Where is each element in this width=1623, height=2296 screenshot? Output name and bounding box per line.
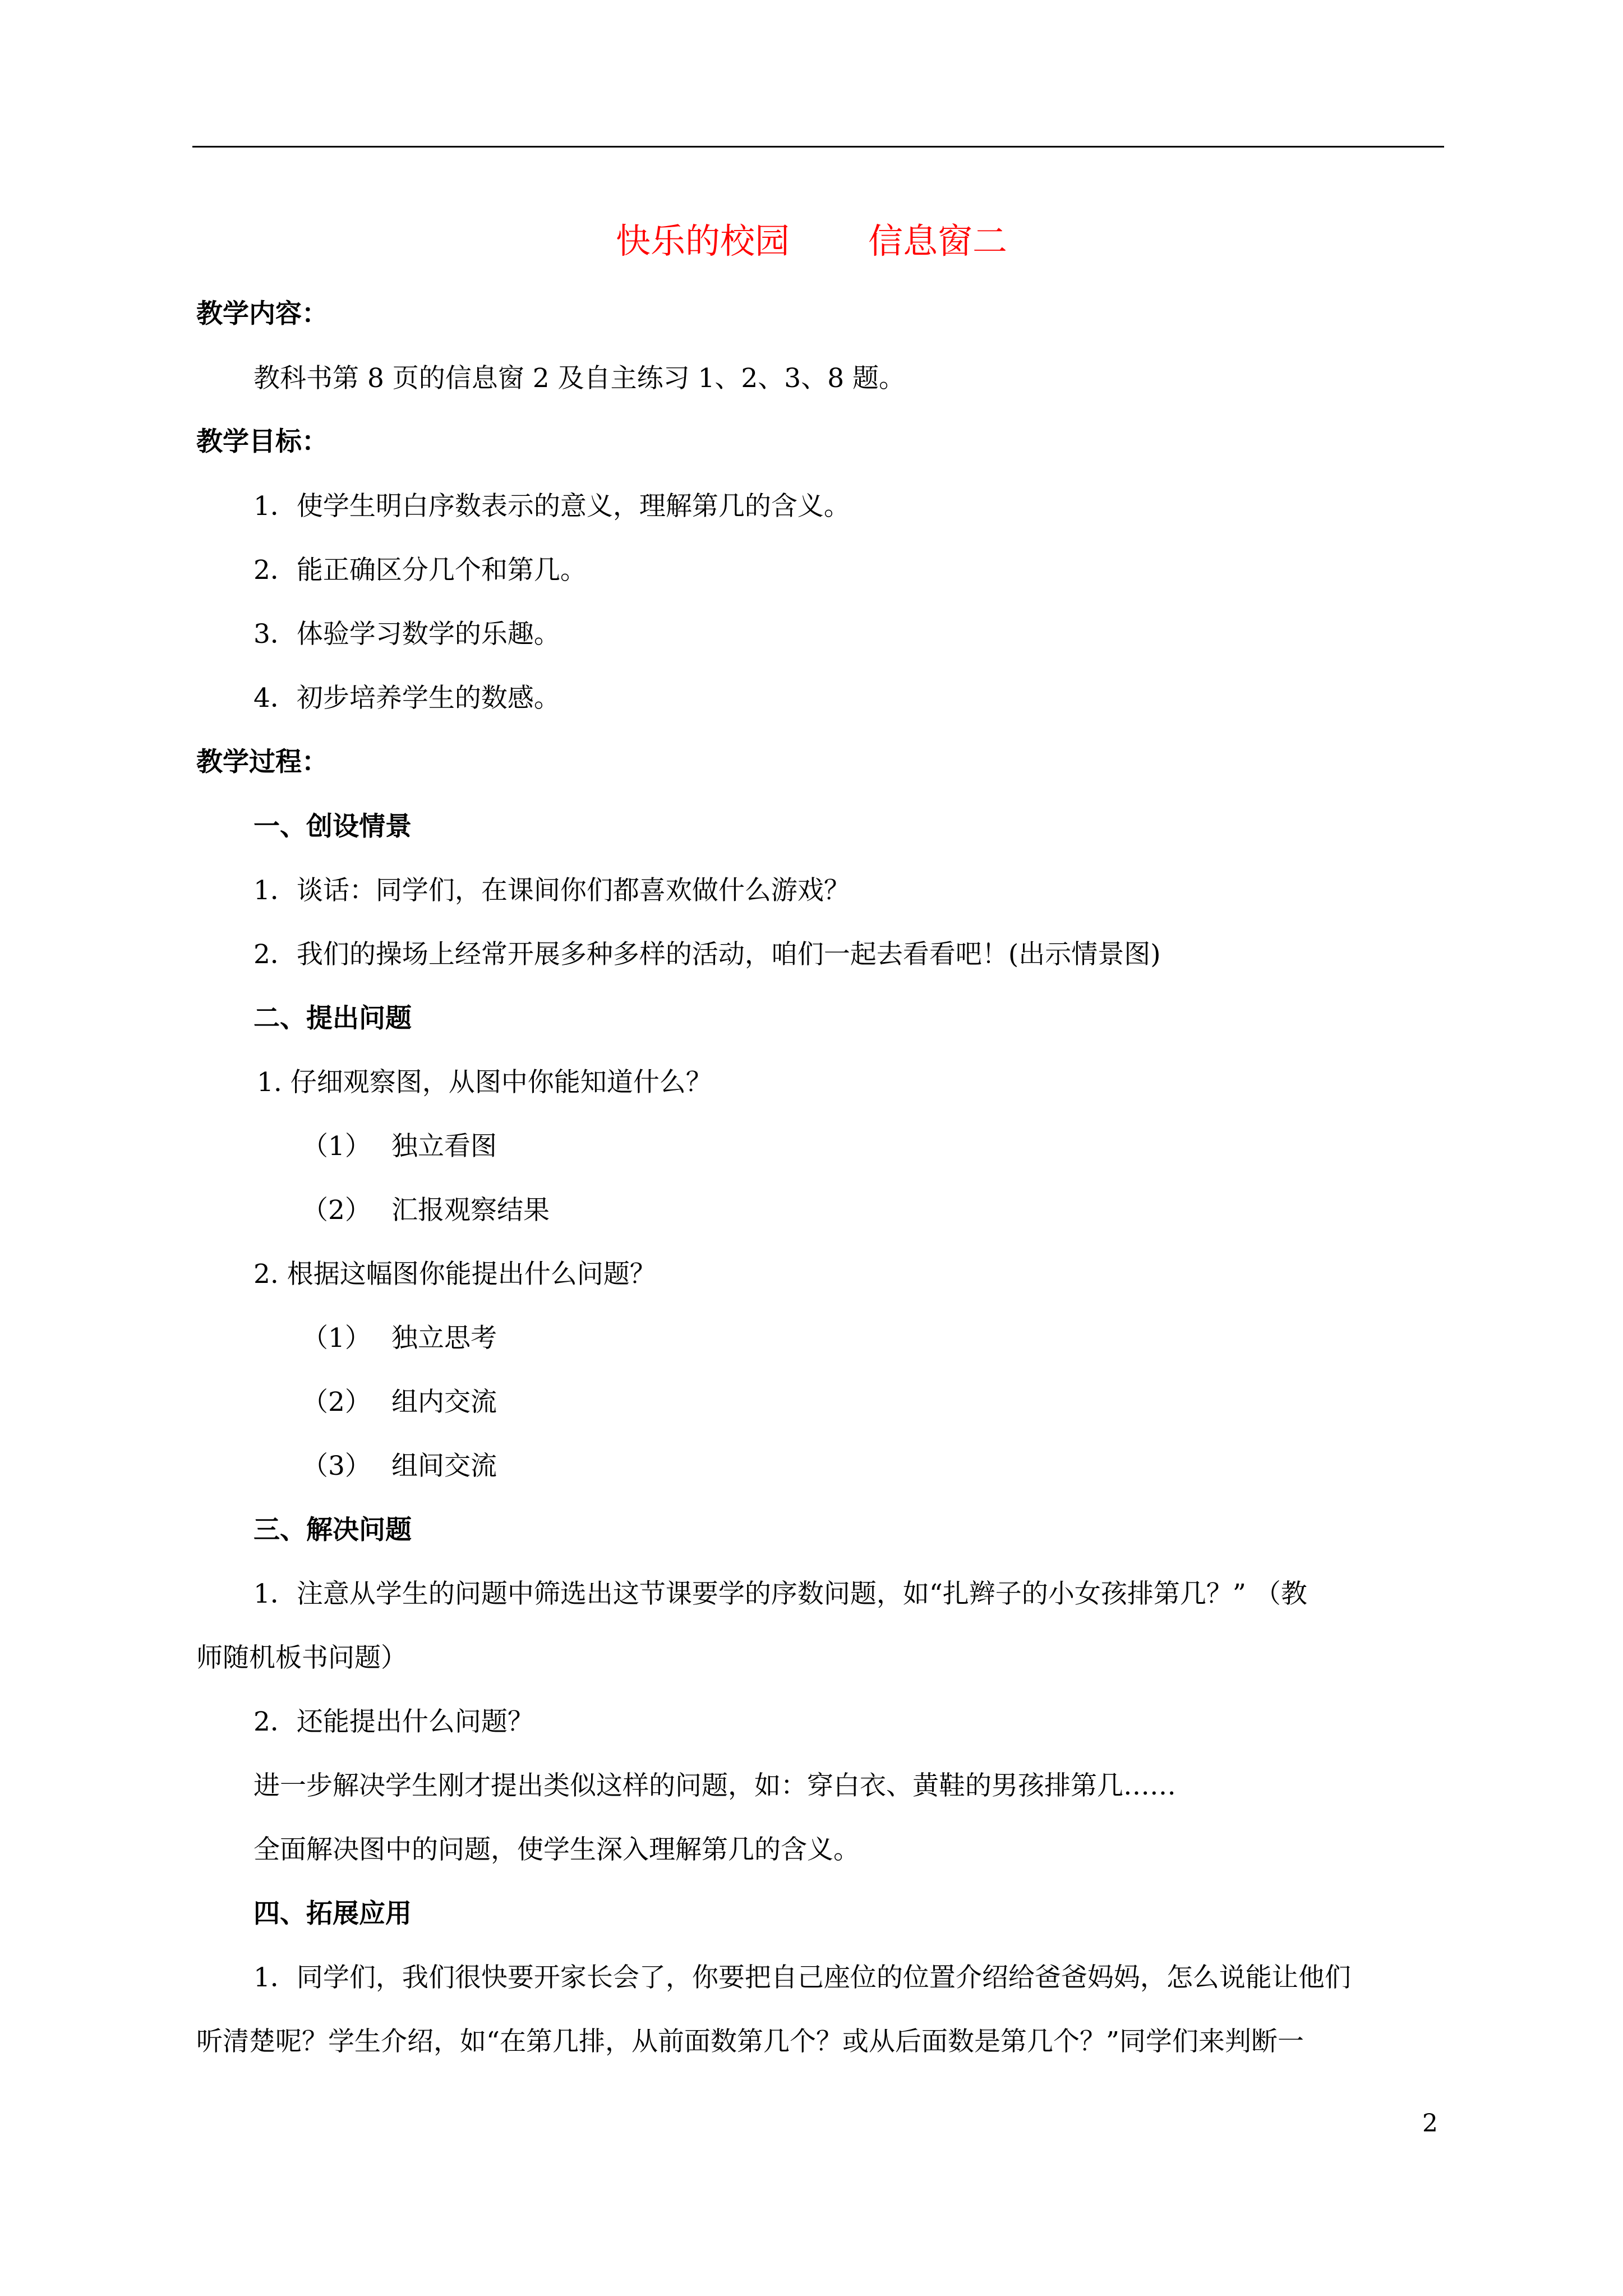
section-3-paragraph-1-cont: 师随机板书问题） [196, 1642, 407, 1673]
sub-item [302, 1130, 497, 1163]
heading-process: 教学过程： [196, 747, 328, 777]
section-2-question-1: 1. 仔细观察图，从图中你能知道什么？ [257, 1067, 712, 1098]
section-3-paragraph-3: 进一步解决学生刚才提出类似这样的问题，如：穿白衣、黄鞋的男孩排第几…… [253, 1770, 1176, 1801]
sub-item-text: 独立看图 [391, 1131, 497, 1162]
sub-item-text: 独立思考 [391, 1323, 497, 1354]
page-number: 2 [1422, 2109, 1438, 2138]
section-3-paragraph-1: 1．注意从学生的问题中筛选出这节课要学的序数问题，如“扎辫子的小女孩排第几？” （教 [253, 1579, 1307, 1609]
section-4-paragraph-1-cont: 听清楚呢？学生介绍，如“在第几排，从前面数第几个？或从后面数是第几个？”同学们来判断一 [196, 2026, 1304, 2057]
title-part-2: 信息窗二 [868, 220, 1008, 261]
sub-item-number: （2） [302, 1195, 371, 1226]
goal-item: 1．使学生明白序数表示的意义，理解第几的含义。 [253, 491, 850, 522]
header-rule [192, 146, 1444, 148]
goal-item: 3．体验学习数学的乐趣。 [253, 619, 560, 650]
sub-item [302, 1386, 497, 1419]
sub-item-number: （3） [302, 1451, 371, 1481]
sub-item [302, 1322, 497, 1355]
section-2-heading: 二、提出问题 [253, 1003, 412, 1034]
sub-item-text: 组内交流 [391, 1387, 497, 1418]
section-3-paragraph-2: 2．还能提出什么问题？ [253, 1706, 534, 1737]
sub-item-number: （2） [302, 1387, 371, 1418]
content-text: 教科书第 8 页的信息窗 2 及自主练习 1、2、3、8 题。 [253, 363, 906, 394]
sub-item-text: 汇报观察结果 [391, 1195, 550, 1226]
section-3-paragraph-4: 全面解决图中的问题，使学生深入理解第几的含义。 [253, 1834, 860, 1865]
section-1-heading: 一、创设情景 [253, 811, 412, 842]
sub-item-text: 组间交流 [391, 1451, 497, 1481]
sub-item-number: （1） [302, 1323, 371, 1354]
goal-item: 2．能正确区分几个和第几。 [253, 555, 587, 586]
sub-item [302, 1194, 550, 1227]
section-1-item: 2．我们的操场上经常开展多种多样的活动，咱们一起去看看吧！(出示情景图) [253, 939, 1161, 970]
sub-item [302, 1450, 497, 1483]
document-title [0, 213, 1623, 263]
section-1-item: 1．谈话：同学们，在课间你们都喜欢做什么游戏？ [253, 875, 850, 906]
heading-content: 教学内容： [196, 298, 328, 329]
section-2-question-2: 2. 根据这幅图你能提出什么问题？ [253, 1259, 656, 1290]
section-4-paragraph-1: 1．同学们，我们很快要开家长会了，你要把自己座位的位置介绍给爸爸妈妈，怎么说能让他们 [253, 1962, 1351, 1993]
goal-item: 4．初步培养学生的数感。 [253, 683, 560, 714]
section-4-heading: 四、拓展应用 [253, 1898, 412, 1929]
title-part-1: 快乐的校园 [615, 220, 790, 261]
sub-item-number: （1） [302, 1131, 371, 1162]
heading-goals: 教学目标： [196, 426, 328, 457]
section-3-heading: 三、解决问题 [253, 1515, 412, 1545]
